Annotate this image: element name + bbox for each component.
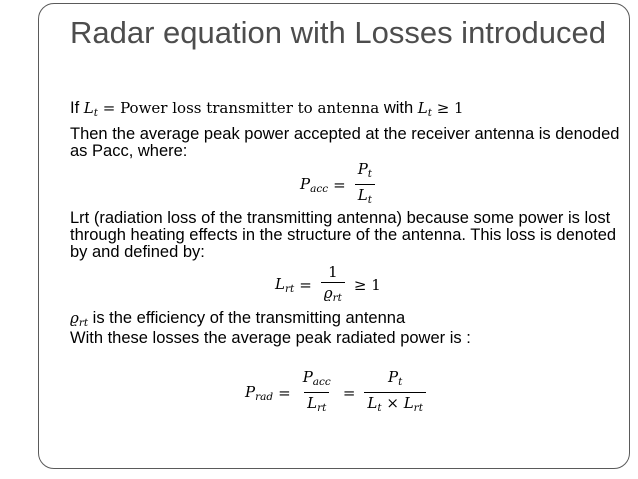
fraction-pt-over-product: $\frac{P_t}{L_t \times L_{rt}}$ — [364, 368, 426, 417]
equals-sign-2: = — [342, 383, 356, 402]
prad-lhs: $P_{rad}$ — [245, 382, 274, 403]
fraction-one-over-efficiency: $\frac{1}{ϱ_{rt}}$ — [321, 263, 345, 307]
equation-lrt — [275, 263, 386, 307]
line1-with: with — [379, 99, 418, 117]
lrt-relation: ≥ 1 — [353, 276, 381, 295]
pacc-lhs: $P_{acc}$ — [300, 174, 329, 195]
line1-prefix: If — [70, 99, 84, 117]
fraction-pacc-over-lrt: $\frac{P_{acc}}{L_{rt}}$ — [300, 368, 334, 417]
equation-pacc — [300, 160, 379, 209]
equation-prad — [245, 368, 430, 417]
lrt-lhs: $L_{rt}$ — [275, 275, 295, 296]
efficiency-text: is the efficiency of the transmitting antenna — [88, 309, 406, 327]
lt-condition: $L_t \ge 1$ — [417, 99, 464, 120]
loss-definition-line — [70, 100, 620, 122]
equals-sign-1: = — [278, 383, 291, 402]
paragraph-lrt: Lrt (radiation loss of the transmitting antenna) because some power is lost through heating effects in the structure of the antenna. This loss is denoted by and defined by: — [70, 209, 617, 261]
fraction-pt-over-lt: $\frac{P_t}{L_t}$ — [355, 160, 375, 209]
slide-title: Radar equation with Losses introduced — [70, 15, 606, 50]
equals-sign: = — [299, 276, 312, 295]
paragraph-pacc: Then the average peak power accepted at the receiver antenna is denoded as Pacc, where: — [70, 125, 620, 160]
lt-variable: $L_t$ = Power loss transmitter to antenna — [83, 99, 380, 120]
efficiency-variable: $ϱ_{rt}$ — [70, 309, 89, 330]
paragraph-prad: With these losses the average peak radiated power is : — [70, 329, 471, 347]
equals-sign: = — [333, 175, 346, 194]
